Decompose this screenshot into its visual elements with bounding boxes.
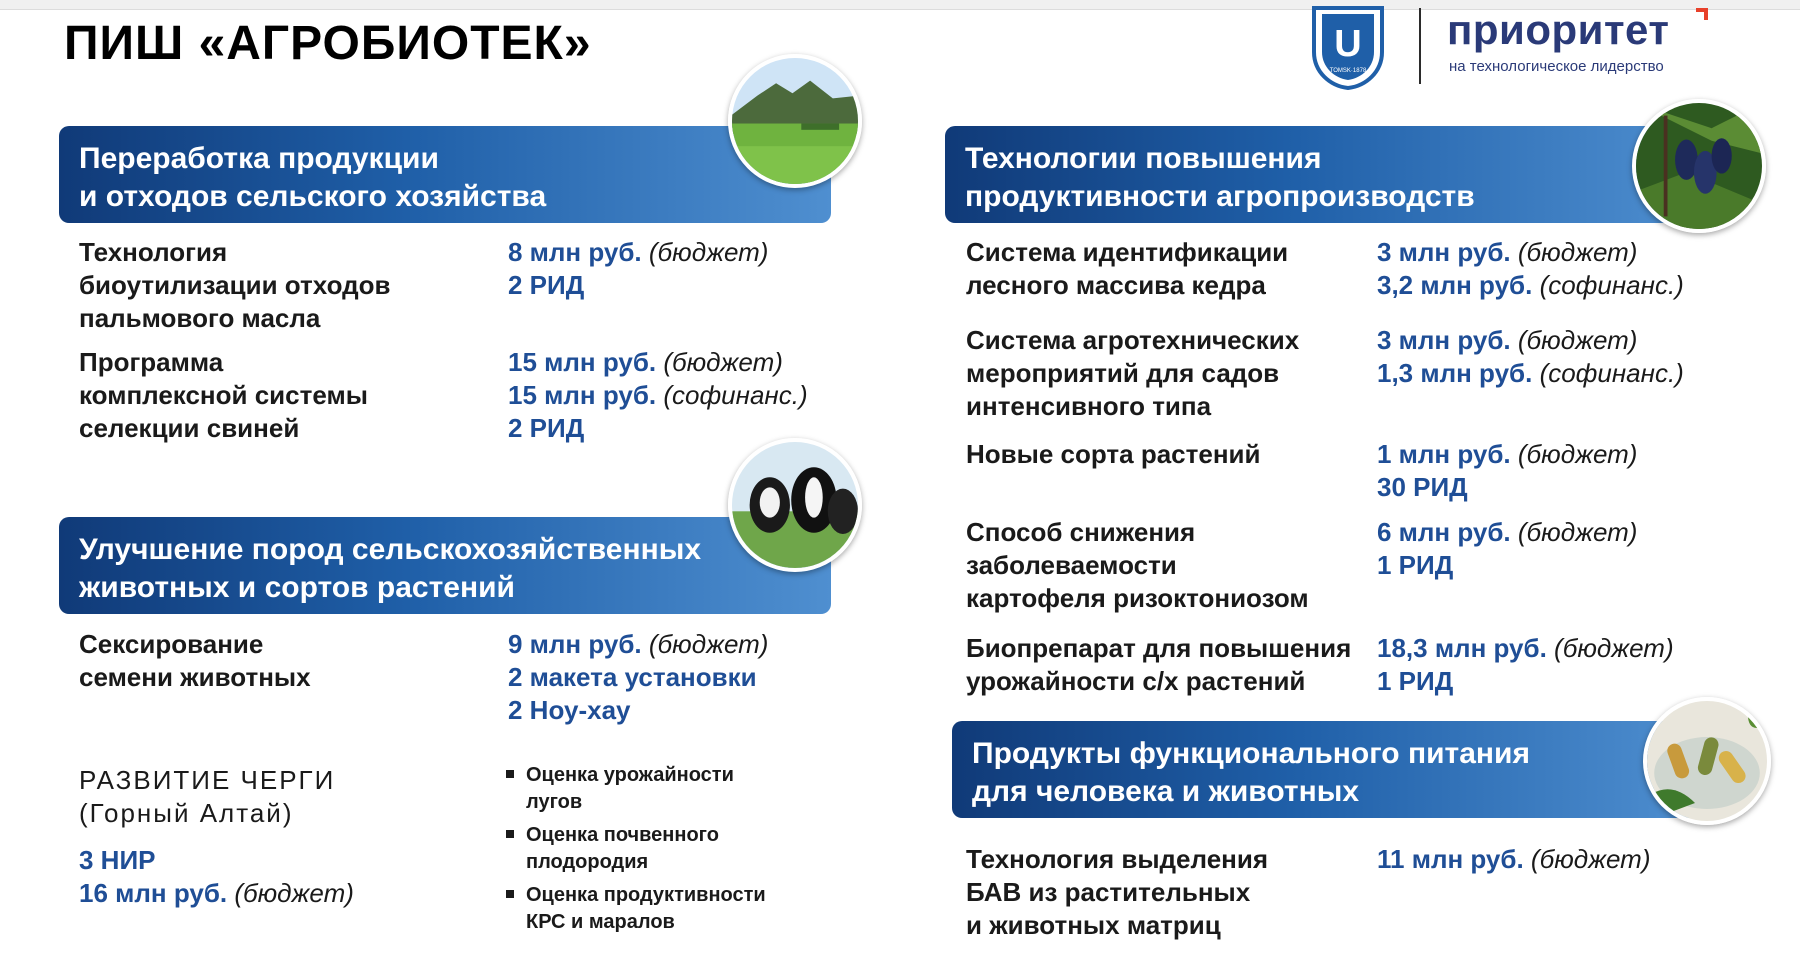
section-banner-breeding <box>59 517 831 614</box>
list-item: Оценка почвенного плодородия <box>506 822 766 876</box>
development-stats: 3 НИР 16 млн руб. (бюджет) <box>79 845 354 908</box>
page-title: ПИШ «АГРОБИОТЕК» <box>64 17 592 70</box>
brand-tagline: на технологическое лидерство <box>1449 58 1664 75</box>
item-name: Система агротехнических мероприятий для садов интенсивного типа <box>966 325 1300 421</box>
banner-line: Улучшение пород сельскохозяйственных <box>79 533 702 566</box>
banner-line: Технологии повышения <box>965 142 1322 175</box>
item-values: 9 млн руб. (бюджет) 2 макета установки 2 Ноу-хау <box>508 629 769 725</box>
section-banner-processing <box>59 126 831 223</box>
list-item: Оценка продуктивности КРС и маралов <box>506 882 766 936</box>
item-values: 15 млн руб. (бюджет) 15 млн руб. (софинанс.) 2 РИД <box>508 347 808 443</box>
brand-name: приоритет <box>1447 6 1670 53</box>
item-values: 3 млн руб. (бюджет) 3,2 млн руб. (софинанс.) <box>1377 237 1684 300</box>
item-values: 1 млн руб. (бюджет) 30 РИД <box>1377 439 1638 502</box>
banner-line: Продукты функционального питания <box>972 737 1530 770</box>
banner-line: для человека и животных <box>972 775 1360 808</box>
development-bullets <box>506 762 766 942</box>
section-banner-productivity <box>945 126 1705 223</box>
cows-photo <box>728 438 862 572</box>
section-banner-functional-food <box>952 721 1704 818</box>
logo-divider <box>1419 8 1421 84</box>
item-name: Технология биоутилизации отходов пальмового масла <box>79 237 391 333</box>
blue-honeysuckle-photo <box>1632 99 1766 233</box>
banner-line: Переработка продукции <box>79 142 439 175</box>
logo-u-letter: U <box>1334 23 1362 65</box>
item-values: 18,3 млн руб. (бюджет) 1 РИД <box>1377 633 1674 696</box>
meadow-landscape-photo <box>728 54 862 188</box>
item-name: Программа комплексной системы селекции свиней <box>79 347 368 443</box>
banner-line: и отходов сельского хозяйства <box>79 180 547 213</box>
item-name: Биопрепарат для повышения урожайности с/х растений <box>966 633 1352 696</box>
capsules-herbs-photo <box>1643 697 1771 825</box>
banner-line: продуктивности агропроизводств <box>965 180 1475 213</box>
item-values: 11 млн руб. (бюджет) <box>1377 844 1651 874</box>
item-name: Система идентификации лесного массива кедра <box>966 237 1289 300</box>
item-name: Сексирование семени животных <box>79 629 311 692</box>
item-values: 6 млн руб. (бюджет) 1 РИД <box>1377 517 1638 580</box>
development-title: РАЗВИТИЕ ЧЕРГИ (Горный Алтай) <box>79 765 336 828</box>
brand-accent-corner <box>1696 8 1708 20</box>
logo-u-caption: TOMSK·1878 <box>1329 68 1367 74</box>
item-name: Новые сорта растений <box>966 439 1261 469</box>
item-name: Способ снижения заболеваемости картофеля ризоктониозом <box>966 517 1309 613</box>
item-values: 3 млн руб. (бюджет) 1,3 млн руб. (софинанс.) <box>1377 325 1684 388</box>
tsu-logo-icon <box>1310 6 1386 90</box>
item-values: 8 млн руб. (бюджет) 2 РИД <box>508 237 769 300</box>
banner-line: животных и сортов растений <box>79 571 515 604</box>
item-name: Технология выделения БАВ из растительных и животных матриц <box>966 844 1269 940</box>
list-item: Оценка урожайности лугов <box>506 762 766 816</box>
